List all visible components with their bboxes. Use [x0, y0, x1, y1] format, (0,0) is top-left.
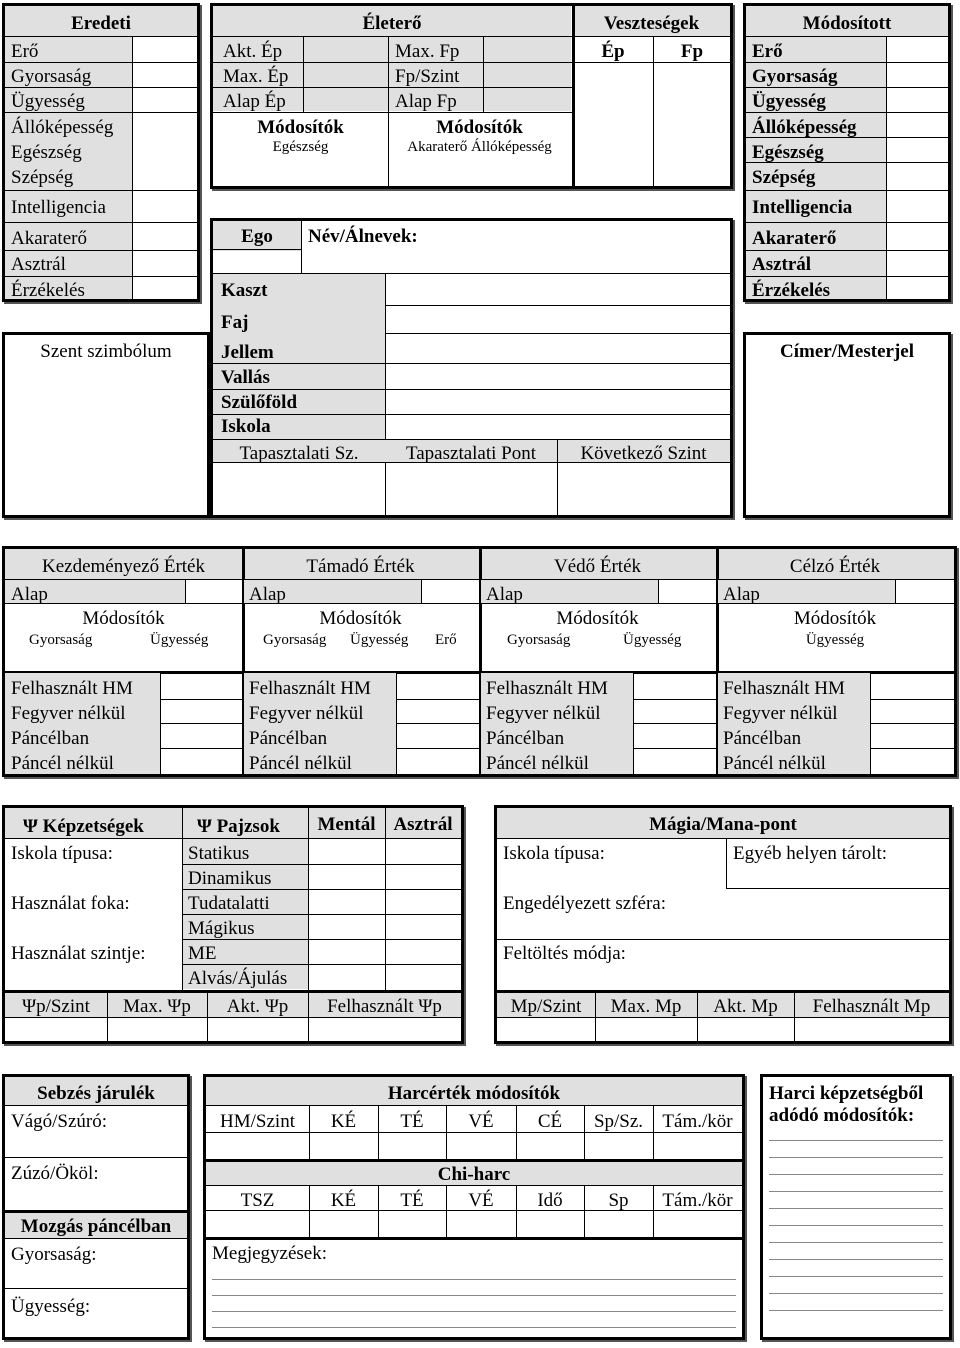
max-fp-label: Max. Fp: [395, 41, 460, 62]
harci-line: [769, 1208, 943, 1209]
te-title: Támadó Érték: [306, 556, 415, 577]
pajzs-statikus: Statikus: [188, 843, 250, 864]
tsz-label: Tapasztalati Sz.: [239, 443, 359, 464]
ep-modositok-sub: Egészség: [272, 139, 329, 155]
eredeti-attr-gyorsasag: Gyorsaság: [11, 66, 92, 87]
harc-ke: KÉ: [330, 1111, 357, 1132]
ve-pancelban: Páncélban: [486, 728, 565, 749]
notes-line: [212, 1295, 736, 1296]
harci-line: [769, 1242, 943, 1243]
chi-harc-title: Chi-harc: [437, 1164, 511, 1185]
ce-fegyver-nelkul: Fegyver nélkül: [723, 703, 838, 724]
pajzs-me: ME: [188, 943, 217, 964]
psi-per-szint: Ψp/Szint: [22, 996, 90, 1017]
harci-line: [769, 1259, 943, 1260]
notes-line: [212, 1311, 736, 1312]
nev-label: Név/Álnevek:: [308, 226, 418, 247]
harcertek-modositok-box: [203, 1074, 745, 1340]
sebzes-box: [2, 1074, 190, 1340]
pajzs-tudatalatti: Tudatalatti: [188, 893, 270, 914]
ce-title: Célzó Érték: [789, 556, 881, 577]
ve-modositok-label: Módosítók: [556, 608, 639, 629]
eredeti-box: [2, 3, 200, 302]
mp-felhasznalt: Felhasznált Mp: [812, 996, 931, 1017]
modositott-attr-erzekeles: Érzékelés: [752, 280, 831, 301]
eredeti-attr-allokepesseg: Állóképesség: [11, 117, 114, 138]
mp-max: Max. Mp: [610, 996, 682, 1017]
chi-ido: Idő: [537, 1190, 563, 1211]
akt-ep-label: Akt. Ép: [223, 41, 283, 62]
harci-line: [769, 1174, 943, 1175]
pajzs-alvas: Alvás/Ájulás: [188, 968, 288, 989]
harc-hm-szint: HM/Szint: [220, 1111, 295, 1132]
harc-ve: VÉ: [468, 1111, 494, 1132]
notes-line: [212, 1327, 736, 1328]
alap-fp-label: Alap Fp: [395, 91, 457, 112]
eletero-box: [210, 3, 733, 189]
te-mod-ugyesseg: Ügyesség: [350, 632, 409, 648]
eletero-title: Életerő: [362, 13, 422, 34]
karakter-box: [210, 218, 733, 518]
eredeti-attr-szepseg: Szépség: [11, 167, 74, 188]
asztral-label: Asztrál: [393, 814, 453, 835]
sebzes-title: Sebzés járulék: [37, 1083, 155, 1104]
ce-felhasznalt-hm: Felhasznált HM: [723, 678, 845, 699]
modositott-attr-szepseg: Szépség: [752, 167, 816, 188]
harci-line: [769, 1140, 943, 1141]
eredeti-attr-erzekeles: Érzékelés: [11, 280, 85, 301]
chi-ve: VÉ: [468, 1190, 494, 1211]
ke-title: Kezdeményező Érték: [42, 556, 205, 577]
ce-mod-ugyesseg: Ügyesség: [805, 632, 865, 648]
ve-felhasznalt-hm: Felhasznált HM: [486, 678, 608, 699]
ke-modositok-label: Módosítók: [82, 608, 165, 629]
harci-line: [769, 1276, 943, 1277]
fp-modositok-label: Módosítók: [436, 117, 523, 138]
modositott-attr-akaratero: Akaraterő: [752, 228, 837, 249]
ego-label: Ego: [241, 226, 273, 247]
magia-feltoltes: Feltöltés módja:: [503, 943, 626, 964]
psi-akt: Akt. Ψp: [226, 996, 289, 1017]
alap-ep-label: Alap Ép: [223, 91, 286, 112]
sebzes-ugyesseg-label: Ügyesség:: [11, 1296, 91, 1317]
ce-modositok-label: Módosítók: [793, 608, 877, 629]
ve-mod-gyorsasag: Gyorsaság: [507, 632, 571, 648]
chi-te: TÉ: [400, 1190, 424, 1211]
eredeti-attr-ero: Erő: [11, 41, 39, 62]
harci-line: [769, 1310, 943, 1311]
te-fegyver-nelkul: Fegyver nélkül: [249, 703, 364, 724]
harc-tam-kor: Tám./kör: [662, 1111, 733, 1132]
mp-akt: Akt. Mp: [713, 996, 778, 1017]
psi-hasznalat-szintje: Használat szintje:: [11, 943, 146, 964]
ve-title: Védő Érték: [553, 556, 642, 577]
magia-egyeb: Egyéb helyen tárolt:: [733, 843, 888, 864]
ce-alap-label: Alap: [723, 584, 760, 605]
iskola-label: Iskola: [221, 416, 271, 437]
chi-ke: KÉ: [330, 1190, 357, 1211]
kov-szint-label: Következő Szint: [580, 443, 707, 464]
ve-pancel-nelkul: Páncél nélkül: [486, 753, 589, 774]
modositott-box: [743, 3, 951, 302]
harc-sp-sz: Sp/Sz.: [593, 1111, 644, 1132]
psi-hasznalat-foka: Használat foka:: [11, 893, 130, 914]
mozgas-pancelban-label: Mozgás páncélban: [20, 1216, 172, 1237]
harci-line: [769, 1293, 943, 1294]
eredeti-attr-asztral: Asztrál: [11, 254, 66, 275]
veszteseg-title: Veszteségek: [603, 13, 700, 34]
ve-mod-ugyesseg: Ügyesség: [623, 632, 682, 648]
ep-modositok-label: Módosítók: [257, 117, 344, 138]
chi-tsz: TSZ: [240, 1190, 275, 1211]
harc-ce: CÉ: [537, 1111, 563, 1132]
eredeti-attr-intelligencia: Intelligencia: [11, 197, 106, 218]
modositott-attr-intelligencia: Intelligencia: [752, 197, 853, 218]
kepzetsegek-label: Ψ Képzetségek: [23, 816, 144, 837]
mental-label: Mentál: [317, 814, 376, 835]
te-pancelban: Páncélban: [249, 728, 328, 749]
harcertek-title: Harcérték módosítók: [387, 1083, 561, 1104]
te-mod-gyorsasag: Gyorsaság: [263, 632, 327, 648]
pajzs-magikus: Mágikus: [188, 918, 255, 939]
harci-line: [769, 1191, 943, 1192]
kaszt-label: Kaszt: [221, 280, 268, 301]
modositott-attr-allokepesseg: Állóképesség: [752, 117, 857, 138]
eredeti-attr-ugyesseg: Ügyesség: [11, 91, 85, 112]
chi-sp: Sp: [608, 1190, 629, 1211]
te-felhasznalt-hm: Felhasznált HM: [249, 678, 371, 699]
fp-szint-label: Fp/Szint: [395, 66, 460, 87]
eredeti-title: Eredeti: [71, 13, 131, 34]
modositott-attr-asztral: Asztrál: [752, 254, 812, 275]
modositott-attr-egeszseg: Egészség: [752, 142, 824, 163]
megjegyzesek-label: Megjegyzések:: [212, 1243, 328, 1264]
tp-label: Tapasztalati Pont: [405, 443, 537, 464]
veszteseg-ep-label: Ép: [601, 41, 625, 62]
te-mod-ero: Erő: [435, 632, 457, 648]
psi-box: [2, 805, 464, 1044]
mp-per-szint: Mp/Szint: [510, 996, 582, 1017]
ke-pancel-nelkul: Páncél nélkül: [11, 753, 114, 774]
szent-szimbolum-title: Szent szimbólum: [40, 341, 172, 362]
harci-line: [769, 1157, 943, 1158]
notes-line: [212, 1279, 736, 1280]
vago-szuro-label: Vágó/Szúró:: [11, 1111, 108, 1132]
szulofold-label: Szülőföld: [221, 392, 298, 413]
ce-pancel-nelkul: Páncél nélkül: [723, 753, 826, 774]
ke-felhasznalt-hm: Felhasznált HM: [11, 678, 133, 699]
ke-pancelban: Páncélban: [11, 728, 90, 749]
te-alap-label: Alap: [249, 584, 286, 605]
modositott-title: Módosított: [802, 13, 892, 34]
faj-label: Faj: [221, 312, 249, 333]
vallas-label: Vallás: [221, 367, 270, 388]
fp-modositok-sub: Akaraterő Állóképesség: [407, 139, 552, 155]
ke-fegyver-nelkul: Fegyver nélkül: [11, 703, 126, 724]
ce-pancelban: Páncélban: [723, 728, 802, 749]
ve-fegyver-nelkul: Fegyver nélkül: [486, 703, 601, 724]
pajzsok-label: Ψ Pajzsok: [197, 816, 280, 837]
magia-title: Mágia/Mana-pont: [649, 814, 797, 835]
pajzs-dinamikus: Dinamikus: [188, 868, 272, 889]
harci-kepzetseg-box: [760, 1074, 952, 1340]
psi-iskola-tipusa: Iskola típusa:: [11, 843, 113, 864]
eredeti-attr-egeszseg: Egészség: [11, 142, 82, 163]
sebzes-gyorsasag-label: Gyorsaság:: [11, 1244, 97, 1265]
magia-szfera: Engedélyezett szféra:: [503, 893, 666, 914]
harci-line: [769, 1225, 943, 1226]
cimer-title: Címer/Mesterjel: [780, 341, 914, 362]
cimer-box: [743, 332, 951, 518]
psi-max: Max. Ψp: [123, 996, 191, 1017]
ke-mod-ugyesseg: Ügyesség: [150, 632, 209, 648]
modositott-attr-gyorsasag: Gyorsaság: [752, 66, 838, 87]
psi-felhasznalt: Felhasznált Ψp: [327, 996, 442, 1017]
te-pancel-nelkul: Páncél nélkül: [249, 753, 352, 774]
jellem-label: Jellem: [221, 342, 274, 363]
ke-alap-label: Alap: [11, 584, 48, 605]
te-modositok-label: Módosítók: [319, 608, 402, 629]
eredeti-attr-akaratero: Akaraterő: [11, 228, 87, 249]
max-ep-label: Max. Ép: [223, 66, 289, 87]
harci-kepzetseg-title: Harci képzetségből adódó módosítók:: [769, 1083, 924, 1126]
magia-box: [494, 805, 952, 1044]
modositott-attr-ero: Erő: [752, 41, 783, 62]
chi-tam-kor: Tám./kör: [662, 1190, 733, 1211]
harc-te: TÉ: [400, 1111, 424, 1132]
harcertek-box: [2, 546, 957, 777]
modositott-attr-ugyesseg: Ügyesség: [752, 91, 826, 112]
veszteseg-fp-label: Fp: [680, 41, 704, 62]
szent-szimbolum-box: [2, 332, 210, 518]
ve-alap-label: Alap: [486, 584, 523, 605]
magia-iskola-tipusa: Iskola típusa:: [503, 843, 605, 864]
ke-mod-gyorsasag: Gyorsaság: [29, 632, 93, 648]
zuzo-okol-label: Zúzó/Ököl:: [11, 1163, 99, 1184]
